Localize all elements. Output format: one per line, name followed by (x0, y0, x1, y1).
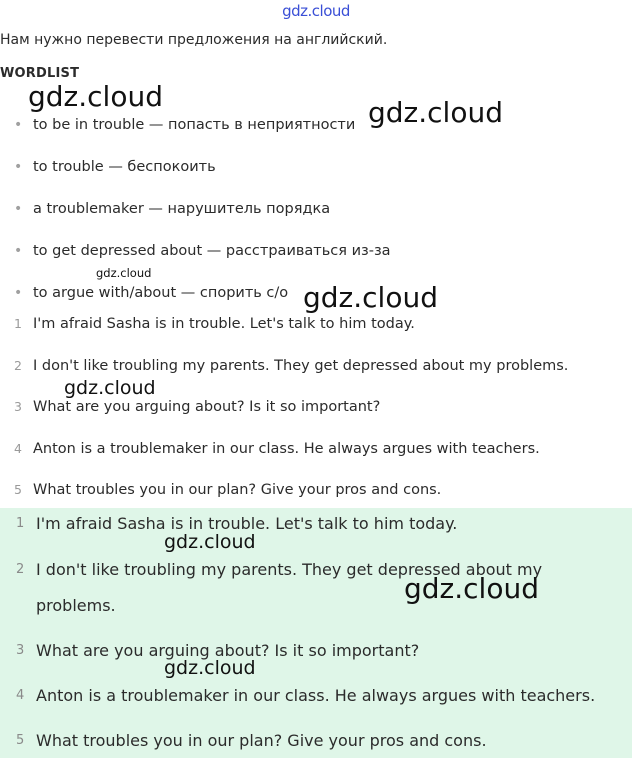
wordlist-item (0, 198, 632, 240)
task-number: 2 (14, 357, 22, 373)
wordlist-item-text: to trouble — беспокоить (33, 159, 216, 175)
task-number: 5 (14, 482, 22, 497)
task-number: 3 (14, 399, 22, 414)
task-text: I'm afraid Sasha is in trouble. Let's talk to him today. (33, 316, 415, 332)
task-item (0, 396, 632, 438)
task-text: Anton is a troublemaker in our class. He always argues with teachers. (33, 440, 540, 457)
wordlist-item (0, 156, 632, 198)
watermark: gdz.cloud (404, 572, 539, 605)
task-item (0, 313, 632, 355)
watermark: gdz.cloud (368, 96, 503, 129)
watermark: gdz.cloud (28, 80, 163, 113)
answer-number: 4 (16, 688, 25, 703)
answer-item (0, 506, 632, 542)
wordlist-item (0, 114, 632, 156)
site-watermark-top: gdz.cloud (282, 2, 350, 20)
task-list (0, 313, 632, 521)
wordlist-item (0, 240, 632, 282)
answer-text: Anton is a troublemaker in our class. He always argues with teachers. (36, 686, 596, 705)
answer-item (0, 633, 632, 669)
wordlist-item-text: to argue with/about — спорить с/о (33, 285, 289, 301)
answer-number: 2 (16, 562, 25, 577)
task-text: What troubles you in our plan? Give your pros and cons. (33, 482, 442, 498)
wordlist-item-text: to get depressed about — расстраиваться из-за (33, 243, 391, 259)
intro-text: Нам нужно перевести предложения на английский. (0, 32, 388, 48)
bullet-icon: • (14, 243, 23, 259)
watermark: gdz.cloud (64, 377, 156, 399)
task-text: I don't like troubling my parents. They get depressed about my problems. (33, 357, 569, 374)
bullet-icon: • (14, 285, 23, 301)
answer-number: 1 (16, 516, 25, 531)
watermark: gdz.cloud (164, 657, 256, 679)
answer-item (0, 678, 632, 714)
answer-text: I don't like troubling my parents. They get depressed about my problems. (36, 560, 543, 615)
answer-text: I'm afraid Sasha is in trouble. Let's talk to him today. (36, 514, 458, 533)
wordlist-title: WORDLIST (0, 66, 80, 81)
wordlist-item-text: to be in trouble — попасть в неприятности (33, 117, 356, 133)
answer-panel (0, 508, 632, 758)
answer-text: What troubles you in our plan? Give your pros and cons. (36, 731, 487, 750)
bullet-icon: • (14, 159, 23, 175)
bullet-icon: • (14, 201, 23, 217)
bullet-icon: • (14, 117, 23, 133)
answer-text: What are you arguing about? Is it so important? (36, 641, 420, 660)
task-number: 4 (14, 440, 22, 456)
answer-number: 3 (16, 643, 25, 658)
answer-number: 5 (16, 733, 25, 748)
wordlist-item-text: a troublemaker — нарушитель порядка (33, 201, 331, 217)
task-number: 1 (14, 316, 22, 331)
task-item (0, 438, 632, 480)
watermark: gdz.cloud (164, 531, 256, 553)
watermark: gdz.cloud (303, 281, 438, 314)
watermark: gdz.cloud (96, 266, 152, 280)
answer-item (0, 723, 632, 759)
task-text: What are you arguing about? Is it so important? (33, 399, 381, 415)
